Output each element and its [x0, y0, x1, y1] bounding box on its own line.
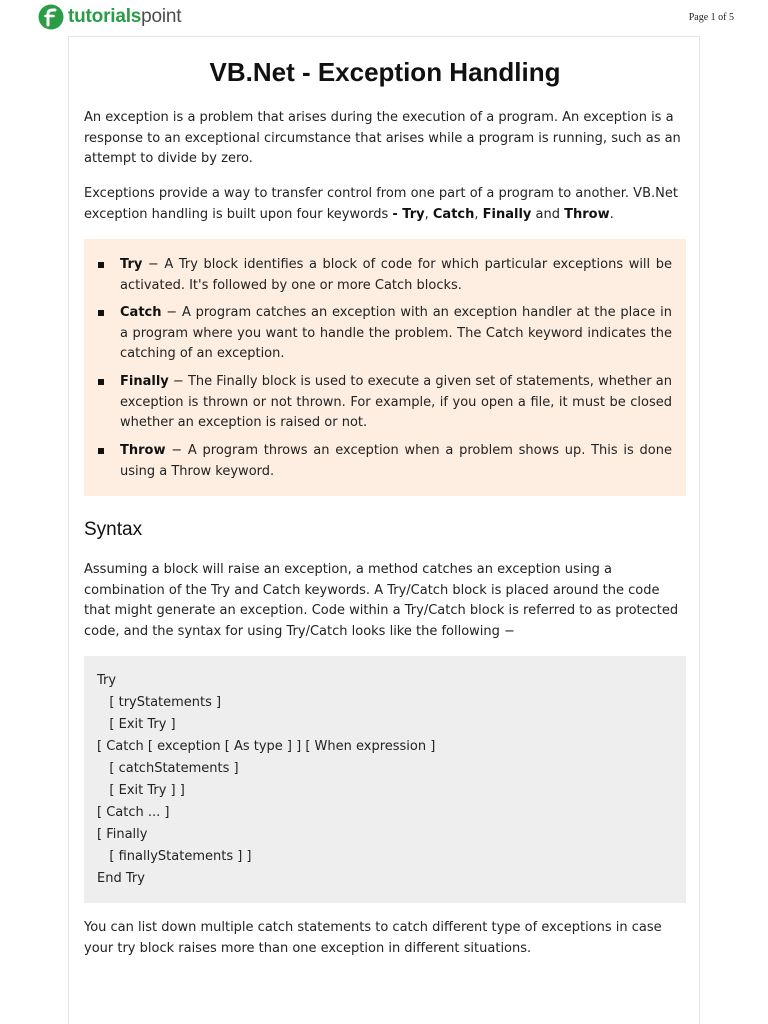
- code-line: [ finallyStatements ] ]: [97, 849, 252, 864]
- logo-wordmark-bold: tutorials: [68, 6, 142, 27]
- list-item-try: [120, 255, 672, 296]
- list-item-desc: − A program throws an exception when a problem shows up. This is done using a Throw keyword.: [120, 443, 672, 479]
- list-item-desc: − A Try block identifies a block of code for which particular exceptions will be activated. It's followed by one or more Catch blocks.: [120, 257, 672, 293]
- code-line: [ Exit Try ]: [97, 717, 176, 732]
- code-line: Try: [97, 673, 117, 688]
- code-line: End Try: [97, 871, 145, 886]
- intro-2-text: Exceptions provide a way to transfer control from one part of a program to another. VB.Net exception handling is built upon four keywords: [84, 186, 678, 222]
- logo-wordmark-thin: point: [141, 6, 182, 27]
- code-line: [ Catch ... ]: [97, 805, 170, 820]
- intro-2-sep-3: and: [531, 206, 565, 222]
- keyword-try-inline: - Try: [392, 206, 425, 222]
- page-number: Page 1 of 5: [688, 12, 734, 23]
- list-item-term: Catch: [120, 305, 162, 320]
- syntax-heading: Syntax: [84, 519, 143, 540]
- list-item-throw: [120, 441, 672, 482]
- code-line: [ Exit Try ] ]: [97, 783, 185, 798]
- intro-2-end: .: [609, 206, 614, 222]
- code-block: [84, 656, 686, 903]
- tutorialspoint-logo[interactable]: [38, 2, 181, 32]
- list-item-desc: − The Finally block is used to execute a given set of statements, whether an exception is thrown or not thrown. For example, if you open a file, it must be closed whether an exception is raised or not.: [120, 374, 672, 430]
- code-line: [ Catch [ exception [ As type ] ] [ When expression ]: [97, 739, 436, 754]
- code-line: [ catchStatements ]: [97, 761, 239, 776]
- bullet-icon: [98, 262, 104, 268]
- bullet-icon: [98, 379, 104, 385]
- keywords-box: [84, 239, 686, 496]
- tutorialspoint-logo-icon: [38, 4, 64, 30]
- list-item-finally: [120, 372, 672, 434]
- intro-2-sep-2: ,: [474, 206, 483, 222]
- list-item-term: Finally: [120, 374, 169, 389]
- keyword-catch-inline: Catch: [432, 206, 475, 222]
- code-line: [ tryStatements ]: [97, 695, 222, 710]
- keyword-finally-inline: Finally: [482, 206, 532, 222]
- bullet-icon: [98, 310, 104, 316]
- syntax-paragraph: Assuming a block will raise an exception, a method catches an exception using a combination of the Try and Catch keywords. A Try/Catch block is placed around the code that might generate an exception. Code within a Try/Catch block is referred to as protected code, and the syntax for using Try/Catch looks like the following −: [84, 562, 679, 639]
- list-item-term: Try: [120, 257, 143, 272]
- keyword-throw-inline: Throw: [564, 206, 610, 222]
- list-item-desc: − A program catches an exception with an exception handler at the place in a program where you want to handle the problem. The Catch keyword indicates the catching of an exception.: [120, 305, 672, 361]
- intro-paragraph-1: An exception is a problem that arises during the execution of a program. An exception is a response to an exceptional circumstance that arises while a program is running, such as an attempt to divide by zero.: [84, 110, 681, 166]
- intro-2-sep-1: ,: [424, 206, 433, 222]
- list-item-term: Throw: [120, 443, 166, 458]
- closing-paragraph: You can list down multiple catch statements to catch different type of exceptions in case your try block raises more than one exception in different situations.: [84, 920, 662, 956]
- code-line: [ Finally: [97, 827, 148, 842]
- bullet-icon: [98, 448, 104, 454]
- logo-wordmark: [68, 2, 181, 32]
- page-title: VB.Net - Exception Handling: [209, 57, 561, 87]
- list-item-catch: [120, 303, 672, 365]
- intro-paragraph-2: [84, 184, 686, 225]
